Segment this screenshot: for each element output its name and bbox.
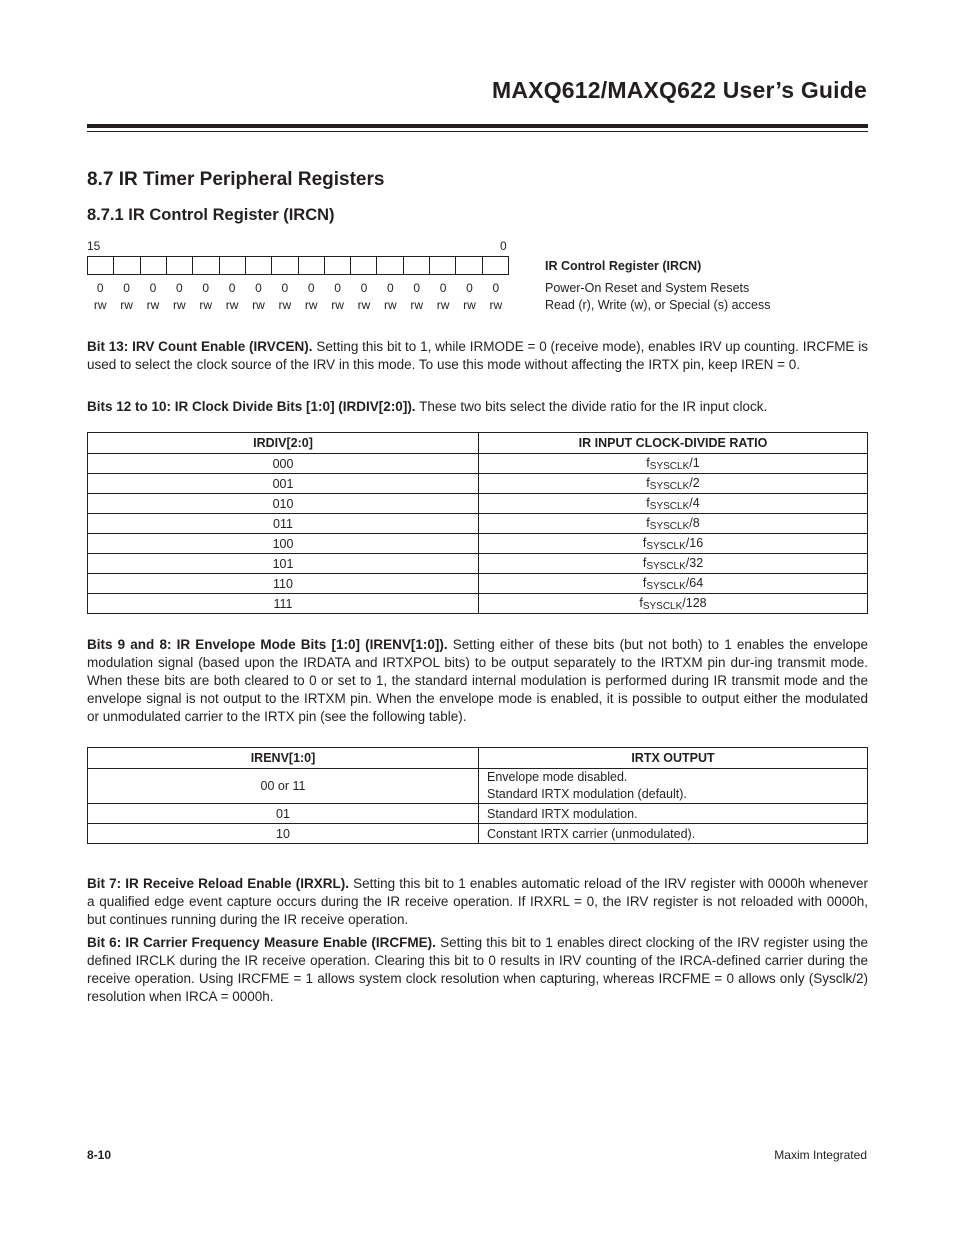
register-bit-cell <box>141 257 167 274</box>
bits12-10-label: Bits 12 to 10: IR Clock Divide Bits [1:0] (IRDIV[2:0]). <box>87 399 416 414</box>
reset-value: 0 <box>492 281 500 295</box>
table-header-row <box>88 433 868 454</box>
irdiv-code: 100 <box>88 534 479 554</box>
page-number: 8-10 <box>87 1148 112 1162</box>
register-bit-cell <box>193 257 219 274</box>
reset-value: 0 <box>360 281 368 295</box>
clock-divide-ratio: $f_{SYSCLK}/16$ <box>479 534 868 554</box>
register-bit-cell <box>299 257 325 274</box>
document-title: MAXQ612/MAXQ622 User’s Guide <box>491 77 867 103</box>
access-value: rw <box>410 298 424 312</box>
irenv-code: 00 or 11 <box>88 769 479 804</box>
subsection-heading: 8.7.1 IR Control Register (IRCN) <box>87 206 335 224</box>
table-row <box>88 454 868 474</box>
table-row <box>88 494 868 514</box>
access-value: rw <box>331 298 344 312</box>
register-bit-cell <box>430 257 456 274</box>
irdiv-code: 000 <box>88 454 479 474</box>
access-value: rw <box>304 298 318 312</box>
bit6-text: Setting this bit to 1 enables direct clocking of the IRV register using the defined IRCLK during the IR receive operation. Clearing this bit to 0 results in IRV counting of the IRCA-defined carrier during the receive operation. Using IRCFME = 1 allows system clock resolution when capturing, whereas IRCFME = 0 allows only (Sysclk/2) resolution when IRCA = 0000h. <box>87 935 868 1004</box>
bit13-text: Setting this bit to 1, while IRMODE = 0 (receive mode), enables IRV up counting. IRCFME is used to select the clock source of the IRV in this mode. To use this mode without affecting the IRTX pin, keep IREN = 0. <box>87 339 868 372</box>
register-bit-cell <box>114 257 140 274</box>
reset-value: 0 <box>255 281 262 295</box>
register-bit-cell <box>404 257 430 274</box>
register-legend-reset: Power-On Reset and System Resets <box>545 281 750 295</box>
access-value: rw <box>199 298 213 312</box>
clock-divide-ratio: $f_{SYSCLK}/1$ <box>479 454 868 474</box>
irenv-code: 01 <box>88 804 479 824</box>
register-bit-cell <box>377 257 403 274</box>
access-value: rw <box>489 298 503 312</box>
register-bit-cell <box>272 257 298 274</box>
irdiv-code: 001 <box>88 474 479 494</box>
access-value: rw <box>120 298 133 312</box>
register-lsb-label: 0 <box>500 239 507 253</box>
register-bit-cell <box>88 257 114 274</box>
table-row <box>88 769 868 804</box>
bit7-label: Bit 7: IR Receive Reload Enable (IRXRL). <box>87 876 349 891</box>
reset-value: 0 <box>202 281 210 295</box>
clock-divide-ratio: $f_{SYSCLK}/8$ <box>479 514 868 534</box>
reset-value: 0 <box>149 281 157 295</box>
reset-value: 0 <box>439 281 447 295</box>
access-value: rw <box>93 298 107 312</box>
register-bit-cell <box>325 257 351 274</box>
irdiv-code: 111 <box>88 594 479 614</box>
reset-value: 0 <box>466 281 473 295</box>
irdiv-code: 011 <box>88 514 479 534</box>
access-value: rw <box>278 298 292 312</box>
irdiv-table <box>87 432 868 614</box>
header-rule-thin <box>87 131 868 132</box>
access-value: rw <box>172 298 186 312</box>
register-reset-values <box>87 281 509 295</box>
register-bit-cell <box>456 257 482 274</box>
table-row <box>88 594 868 614</box>
clock-divide-ratio: $f_{SYSCLK}/128$ <box>479 594 868 614</box>
access-value: rw <box>463 298 476 312</box>
reset-value: 0 <box>307 281 315 295</box>
table-row <box>88 824 868 844</box>
register-bit-cell <box>246 257 272 274</box>
irenv-column-header: IRENV[1:0] <box>88 748 479 769</box>
register-bit-cell <box>167 257 193 274</box>
table-header-row <box>88 748 868 769</box>
table-row <box>88 574 868 594</box>
section-heading: 8.7 IR Timer Peripheral Registers <box>87 169 385 190</box>
bits9-8-text: Setting either of these bits (but not both) to 1 enables the envelope modulation signal (based upon the IRDATA and IRTXPOL bits) to be output separately to the IRTXM pin dur-ing transmit mode. When these bits are both cleared to 0 or set to 1, the standard internal modulation is performed during IR transmit mode and the envelope signal is not output to the IRTXM pin. When the envelope mode is enabled, it is possible to output either the modulated or unmodulated carrier to the IRTX pin (see the following table). <box>87 637 869 724</box>
reset-value: 0 <box>386 281 394 295</box>
register-legend-access: Read (r), Write (w), or Special (s) access <box>545 298 771 312</box>
irtx-output: Envelope mode disabled. Standard IRTX modulation (default). <box>479 769 868 804</box>
irdiv-code: 101 <box>88 554 479 574</box>
irenv-code: 10 <box>88 824 479 844</box>
table-row <box>88 514 868 534</box>
register-bit-cell <box>483 257 508 274</box>
reset-value: 0 <box>96 281 104 295</box>
bit6-label: Bit 6: IR Carrier Frequency Measure Enable (IRCFME). <box>87 935 436 950</box>
access-value: rw <box>436 298 450 312</box>
irenv-table <box>87 747 868 844</box>
bit13-description <box>87 338 868 374</box>
irtx-output-column-header: IRTX OUTPUT <box>479 748 868 769</box>
ratio-column-header: IR INPUT CLOCK-DIVIDE RATIO <box>479 433 868 454</box>
register-bit-cell <box>351 257 377 274</box>
table-row <box>88 804 868 824</box>
table-row <box>88 474 868 494</box>
bits12-10-text: These two bits select the divide ratio for the IR input clock. <box>415 399 768 414</box>
clock-divide-ratio: $f_{SYSCLK}/32$ <box>479 554 868 574</box>
clock-divide-ratio: $f_{SYSCLK}/64$ <box>479 574 868 594</box>
reset-value: 0 <box>123 281 130 295</box>
irtx-output: Standard IRTX modulation. <box>479 804 868 824</box>
table-row <box>88 534 868 554</box>
register-legend-title: IR Control Register (IRCN) <box>545 259 702 273</box>
bit7-description <box>87 875 868 929</box>
register-bit-cell <box>220 257 246 274</box>
irtx-output: Constant IRTX carrier (unmodulated). <box>479 824 868 844</box>
bits9-8-label: Bits 9 and 8: IR Envelope Mode Bits [1:0] (IRENV[1:0]). <box>87 637 448 652</box>
header-rule-thick <box>87 124 868 128</box>
company-name: Maxim Integrated <box>774 1148 867 1162</box>
access-value: rw <box>252 298 265 312</box>
reset-value: 0 <box>334 281 341 295</box>
irdiv-column-header: IRDIV[2:0] <box>88 433 479 454</box>
bit6-description <box>87 934 868 1006</box>
table-row <box>88 554 868 574</box>
bits12-10-description <box>87 398 868 416</box>
reset-value: 0 <box>413 281 421 295</box>
reset-value: 0 <box>281 281 289 295</box>
bits9-8-description <box>87 636 868 726</box>
access-value: rw <box>383 298 397 312</box>
bit13-label: Bit 13: IRV Count Enable (IRVCEN). <box>87 339 313 354</box>
clock-divide-ratio: $f_{SYSCLK}/4$ <box>479 494 868 514</box>
access-value: rw <box>146 298 160 312</box>
irdiv-code: 110 <box>88 574 479 594</box>
irdiv-code: 010 <box>88 494 479 514</box>
clock-divide-ratio: $f_{SYSCLK}/2$ <box>479 474 868 494</box>
bit7-text: Setting this bit to 1 enables automatic reload of the IRV register with 0000h whenever a qualified edge event capture occurs during the IR receive operation. If IRXRL = 0, the IRV register is not reloaded with 0000h, but continues running during the IR receive operation. <box>87 876 868 927</box>
register-access-row <box>87 298 509 312</box>
register-bit-boxes <box>87 256 509 275</box>
register-msb-label: 15 <box>87 239 101 253</box>
reset-value: 0 <box>175 281 183 295</box>
access-value: rw <box>225 298 239 312</box>
access-value: rw <box>357 298 371 312</box>
reset-value: 0 <box>228 281 236 295</box>
